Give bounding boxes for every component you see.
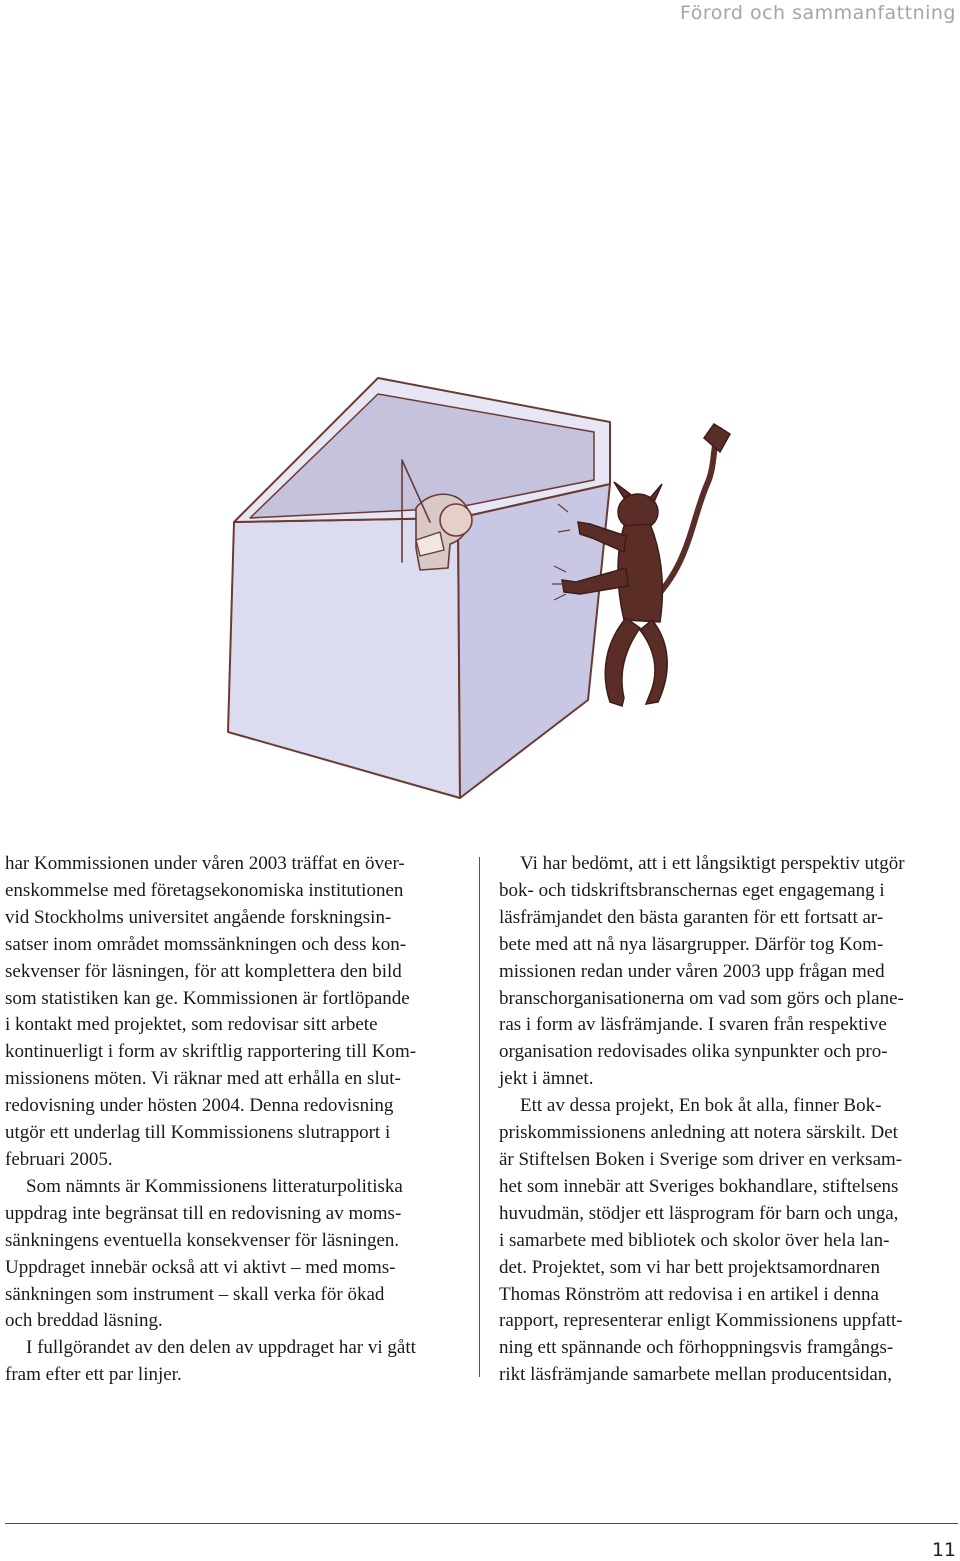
- paragraph: I fullgörandet av den delen av uppdraget har vi gått fram efter ett par linjer.: [5, 1337, 416, 1386]
- devil-and-box-illustration: [220, 372, 760, 812]
- left-text-column: [5, 851, 469, 1389]
- paragraph: Ett av dessa projekt, En bok åt alla, finner Bok- priskommissionens anledning att notera särskilt. Det är Stiftelsen Boken i Sverige som driver en verksam- het som innebär att Sveriges bokhandlare, stiftelsens huvudmän, stödjer ett läsprogram för barn och unga, i samarbete med bibliotek och skolor över hela lan- det. Projektet, som vi har bett projektsamordnaren Thomas Rönström att redovisa i en artikel i denna rapport, representerar enligt Kommissionens uppfatt- ning ett spännande och förhoppningsvis framgångs- rikt läsfrämjande samarbete mellan producentsidan,: [499, 1095, 903, 1386]
- running-header: Förord och sammanfattning: [679, 2, 956, 24]
- footer-rule: [5, 1523, 958, 1524]
- column-divider: [479, 857, 480, 1377]
- paragraph: Vi har bedömt, att i ett långsiktigt perspektiv utgör bok- och tidskriftsbranschernas eget engagemang i läsfrämjandet den bästa garanten för ett fortsatt ar- bete med att nå nya läsargrupper. Därför tog Kom- missionen redan under våren 2003 upp frågan med branschorganisationerna om vad som görs och plane- ras i form av läsfrämjande. I svaren från respektive organisation redovisades olika synpunkter och pro- jekt i ämnet.: [499, 853, 905, 1090]
- paragraph: har Kommissionen under våren 2003 träffat en över- enskommelse med företagsekonomiska institutionen vid Stockholms universitet angående forskningsin- satser inom området momssänkningen och dess kon- sekvenser för läsningen, för att komplettera den bild som statistiken kan ge. Kommissionen är fortlöpande i kontakt med projektet, som redovisar sitt arbete kontinuerligt i form av skriftlig rapportering till Kom- missionens möten. Vi räknar med att erhålla en slut- redovisning under hösten 2004. Denna redovisning utgör ett underlag till Kommissionens slutrapport i februari 2005.: [5, 853, 417, 1170]
- right-text-column: [499, 851, 959, 1389]
- page-number: 11: [931, 1539, 956, 1561]
- reader-head: [440, 504, 472, 536]
- paragraph: Som nämnts är Kommissionens litteraturpolitiska uppdrag inte begränsat till en redovisning av moms- sänkningens eventuella konsekvenser för läsningen. Uppdraget innebär också att vi aktivt – med moms- sänkningen som instrument – skall verka för ökad och breddad läsning.: [5, 1175, 403, 1332]
